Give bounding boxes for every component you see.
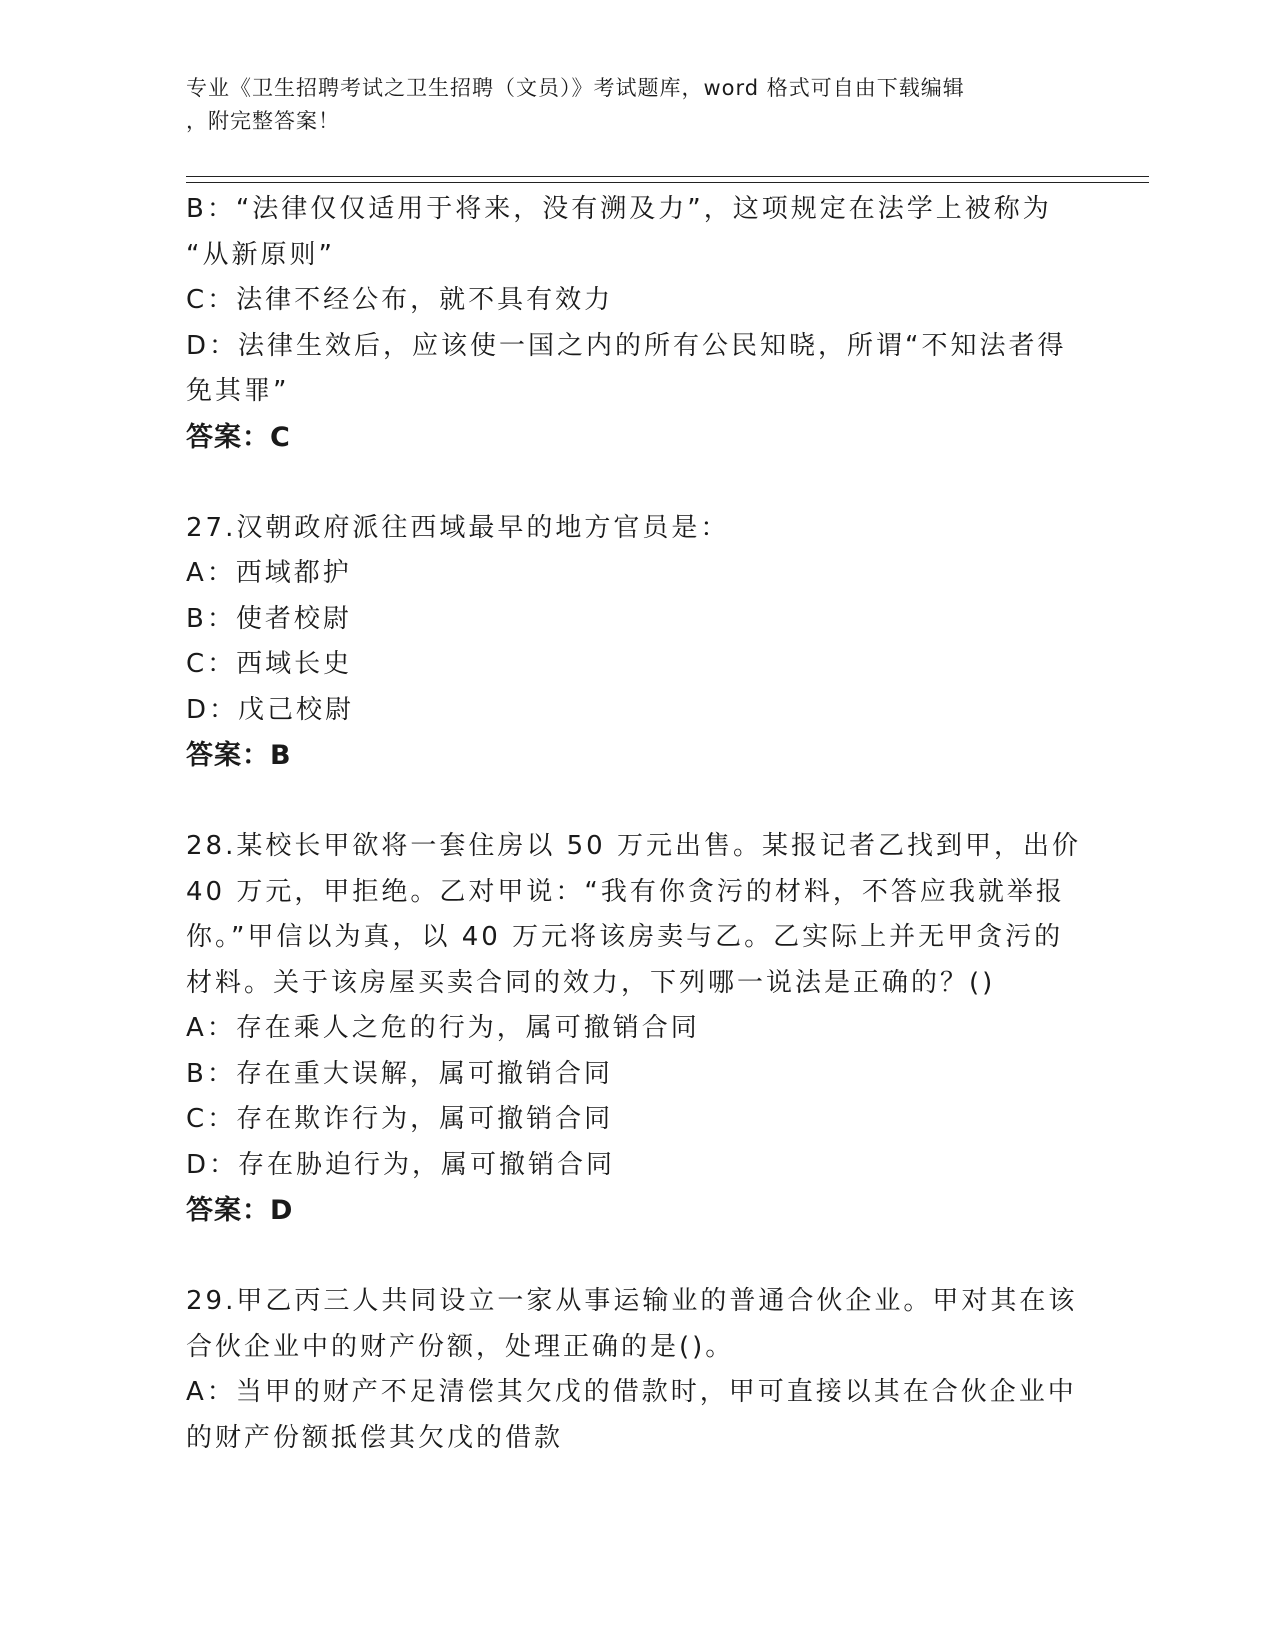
option-b-continued: “从新原则” xyxy=(186,239,335,270)
question-27 xyxy=(186,506,1086,779)
option-c: C：西域长史 xyxy=(186,649,353,679)
header-divider xyxy=(186,176,1149,183)
spacer xyxy=(186,460,1086,506)
option-a: A：当甲的财产不足清偿其欠戊的借款时，甲可直接以其在合伙企业中 xyxy=(186,1377,1077,1407)
option-c: C：存在欺诈行为，属可撤销合同 xyxy=(186,1104,614,1134)
document-header xyxy=(186,72,1066,138)
question-stem: 你。”甲信以为真，以 40 万元将该房卖与乙。乙实际上并无甲贪污的 xyxy=(186,922,1064,952)
answer: 答案：C xyxy=(186,421,291,453)
question-stem: 27.汉朝政府派往西域最早的地方官员是： xyxy=(186,512,730,543)
answer: 答案：B xyxy=(186,740,292,771)
option-b: B：存在重大误解，属可撤销合同 xyxy=(186,1058,613,1089)
option-c: C：法律不经公布，就不具有效力 xyxy=(186,285,614,315)
question-stem: 材料。关于该房屋买卖合同的效力，下列哪一说法是正确的？() xyxy=(186,967,996,998)
spacer xyxy=(186,1234,1086,1280)
option-b: B：“法律仅仅适用于将来，没有溯及力”，这项规定在法学上被称为 xyxy=(186,194,1052,224)
question-stem: 29.甲乙丙三人共同设立一家从事运输业的普通合伙企业。甲对其在该 xyxy=(186,1286,1078,1316)
question-28 xyxy=(186,824,1086,1234)
question-stem: 40 万元，甲拒绝。乙对甲说：“我有你贪污的材料，不答应我就举报 xyxy=(186,876,1065,907)
header-line-1: 专业《卫生招聘考试之卫生招聘（文员）》考试题库，word 格式可自由下载编辑 xyxy=(186,76,965,100)
question-list xyxy=(186,187,1086,1461)
question-stem: 28.某校长甲欲将一套住房以 50 万元出售。某报记者乙找到甲，出价 xyxy=(186,831,1081,861)
option-d-continued: 免其罪” xyxy=(186,376,290,406)
spacer xyxy=(186,779,1086,825)
question-26 xyxy=(186,187,1086,460)
option-b: B：使者校尉 xyxy=(186,603,352,634)
option-a: A：西域都护 xyxy=(186,558,352,588)
header-line-2: ，附完整答案！ xyxy=(186,109,340,133)
question-stem: 合伙企业中的财产份额，处理正确的是()。 xyxy=(186,1331,735,1362)
option-a-continued: 的财产份额抵偿其欠戊的借款 xyxy=(186,1422,564,1453)
option-d: D：法律生效后，应该使一国之内的所有公民知晓，所谓“不知法者得 xyxy=(186,330,1067,361)
question-29 xyxy=(186,1279,1086,1461)
answer: 答案：D xyxy=(186,1195,294,1226)
option-d: D：戊己校尉 xyxy=(186,694,355,725)
option-a: A：存在乘人之危的行为，属可撤销合同 xyxy=(186,1013,700,1043)
option-d: D：存在胁迫行为，属可撤销合同 xyxy=(186,1149,616,1180)
